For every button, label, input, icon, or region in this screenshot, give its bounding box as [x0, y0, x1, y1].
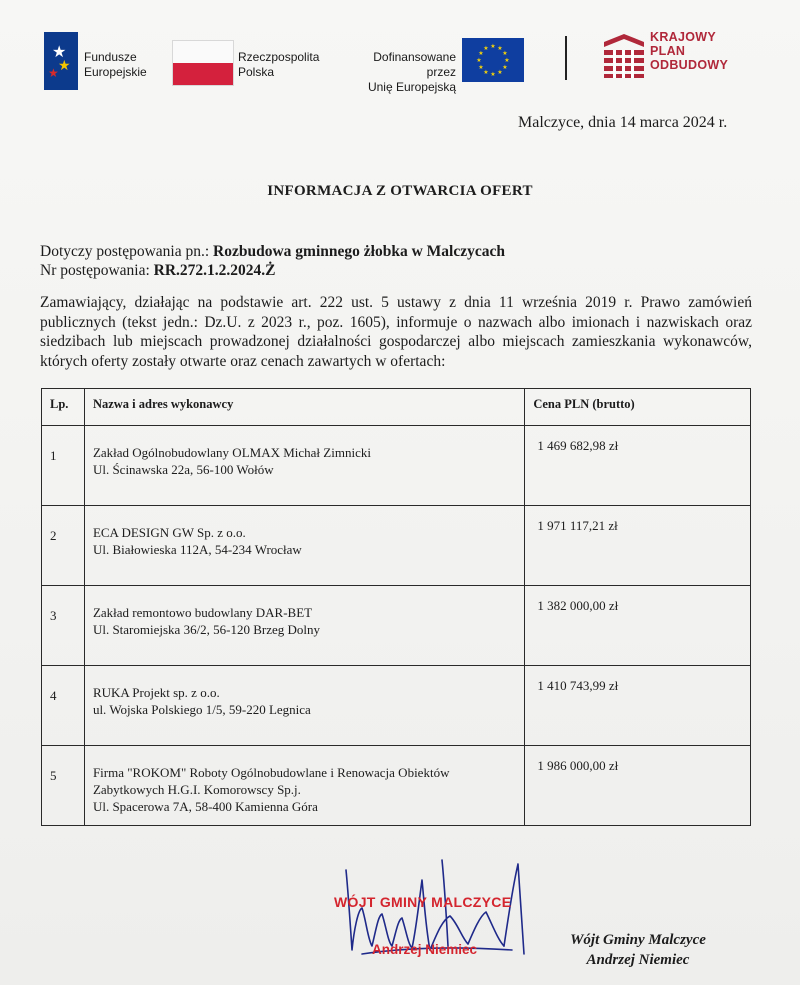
signatory-title: Wójt Gminy Malczyce: [570, 932, 706, 948]
signatory-name: Andrzej Niemiec: [586, 952, 690, 968]
ue-line-1: Dofinansowane przez: [373, 50, 456, 79]
row-lp: 1: [42, 426, 85, 506]
row-contractor: Firma "ROKOM" Roboty Ogólnobudowlane i Renowacja Obiektów Zabytkowych H.G.I. Komorowscy Sp.j. Ul. Spacerowa 7A, 58-400 Kamienna Góra: [84, 746, 524, 826]
row-lp: 5: [42, 746, 85, 826]
svg-text:★: ★: [504, 57, 510, 64]
fe-line-1: Fundusze: [84, 50, 137, 64]
kpo-mark-icon: [604, 34, 644, 83]
row-price: 1 986 000,00 zł: [525, 746, 751, 826]
table-row: [42, 586, 751, 666]
logo-separator: [565, 36, 567, 80]
ue-line-2: Unię Europejską: [367, 80, 456, 94]
eu-flag-icon: [462, 38, 524, 82]
row-price: 1 971 117,21 zł: [525, 506, 751, 586]
poland-flag-icon: [172, 40, 234, 86]
intro-paragraph: Zamawiający, działając na podstawie art. 222 ust. 5 ustawy z dnia 11 września 2019 r. Prawo zamówień publicznych (tekst jedn.: Dz.U. z 2023 r., poz. 1605), informuje o nazwach albo imionach i nazwiskach oraz siedzibach lub miejscach prowadzonej działalności gospodarczej albo miejscach zamieszkania wykonawców, których oferty zostały otwarte oraz cenach zawartych w ofertach:: [40, 294, 752, 370]
svg-text:★: ★: [490, 71, 496, 78]
kpo-line-3: ODBUDOWY: [650, 58, 729, 72]
header-name: Nazwa i adres wykonawcy: [84, 389, 524, 426]
svg-text:★: ★: [497, 45, 503, 52]
row-lp: 4: [42, 666, 85, 746]
svg-text:★: ★: [483, 69, 489, 76]
row-lp: 3: [42, 586, 85, 666]
svg-text:★: ★: [478, 64, 484, 71]
row-price: 1 410 743,99 zł: [525, 666, 751, 746]
offers-table: [41, 388, 751, 826]
header-price: Cena PLN (brutto): [525, 389, 751, 426]
row-contractor: Zakład remontowo budowlany DAR-BET Ul. Staromiejska 36/2, 56-120 Brzeg Dolny: [84, 586, 524, 666]
subject-name: Rozbudowa gminnego żłobka w Malczycach: [213, 243, 505, 260]
svg-text:★: ★: [497, 69, 503, 76]
number-prefix: Nr postępowania:: [40, 262, 150, 279]
subject-prefix: Dotyczy postępowania pn.:: [40, 243, 210, 260]
svg-text:★: ★: [490, 43, 496, 50]
table-header-row: [42, 389, 751, 426]
eu-cofinanced-logo: [344, 30, 584, 92]
fe-mark-icon: ★ ★ ★: [44, 32, 78, 90]
signature-block: [548, 930, 728, 970]
svg-text:★: ★: [502, 50, 508, 57]
row-price: 1 382 000,00 zł: [525, 586, 751, 666]
stamp-office: WÓJT GMINY MALCZYCE: [334, 894, 512, 910]
procedure-subject: [40, 242, 505, 280]
row-price: 1 469 682,98 zł: [525, 426, 751, 506]
table-row: [42, 746, 751, 826]
rzeczpospolita-polska-logo: [172, 30, 322, 92]
document-date: Malczyce, dnia 14 marca 2024 r.: [518, 114, 728, 131]
kpo-logo: [604, 30, 754, 92]
kpo-line-1: KRAJOWY: [650, 30, 716, 44]
stamp-name: Andrzej Niemiec: [372, 942, 478, 957]
procedure-number: RR.272.1.2.2024.Ż: [153, 262, 276, 279]
svg-text:★: ★: [478, 50, 484, 57]
svg-text:★: ★: [502, 64, 508, 71]
document-title: INFORMACJA Z OTWARCIA OFERT: [267, 183, 533, 199]
table-row: [42, 426, 751, 506]
row-lp: 2: [42, 506, 85, 586]
rp-line-1: Rzeczpospolita: [238, 50, 320, 64]
kpo-line-2: PLAN: [650, 44, 686, 58]
row-contractor: RUKA Projekt sp. z o.o. ul. Wojska Polskiego 1/5, 59-220 Legnica: [84, 666, 524, 746]
table-row: [42, 506, 751, 586]
rp-line-2: Polska: [238, 65, 275, 79]
row-contractor: Zakład Ogólnobudowlany OLMAX Michał Zimnicki Ul. Ścinawska 22a, 56-100 Wołów: [84, 426, 524, 506]
fe-line-2: Europejskie: [84, 65, 147, 79]
official-stamp: [332, 850, 542, 970]
header-logos: [44, 30, 744, 100]
fundusze-europejskie-logo: [44, 30, 174, 92]
table-row: [42, 666, 751, 746]
row-contractor: ECA DESIGN GW Sp. z o.o. Ul. Białowieska 112A, 54-234 Wrocław: [84, 506, 524, 586]
svg-text:★: ★: [476, 57, 482, 64]
svg-text:★: ★: [483, 45, 489, 52]
header-lp: Lp.: [42, 389, 85, 426]
